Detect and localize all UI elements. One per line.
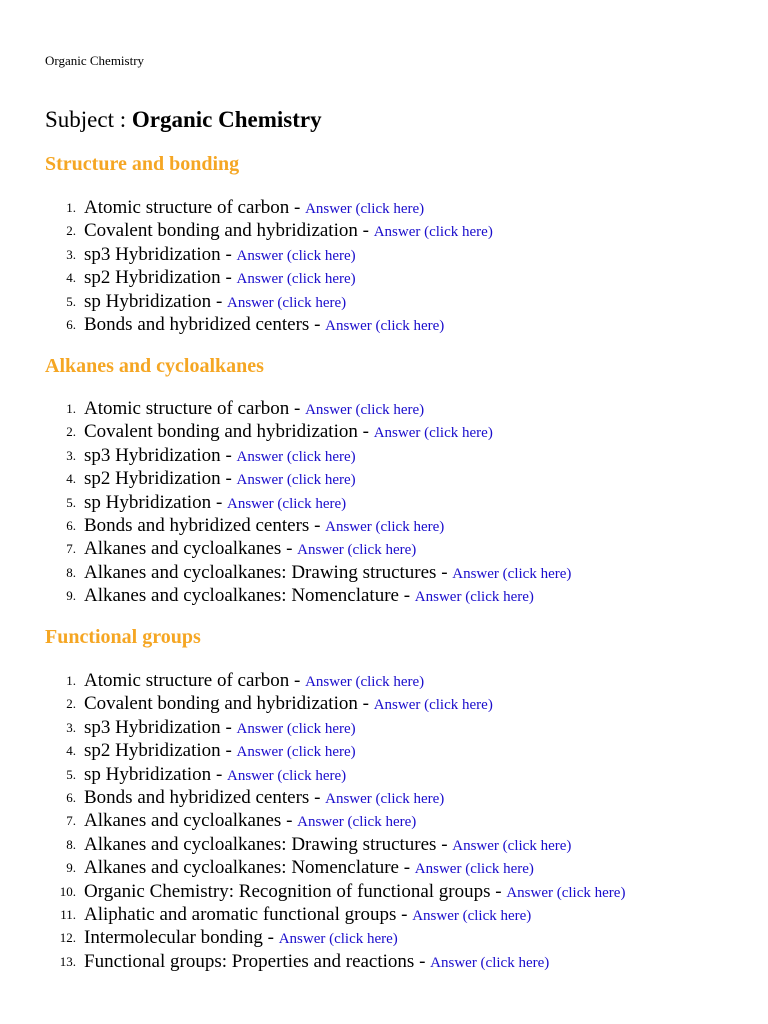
answer-link[interactable]: Answer (click here)	[236, 271, 356, 288]
topic-label: Organic Chemistry: Recognition of functional groups	[84, 880, 491, 902]
answer-link[interactable]: Answer (click here)	[236, 720, 356, 737]
item-number: 3.	[66, 246, 76, 262]
item-number: 9.	[66, 860, 76, 876]
answer-link[interactable]: Answer (click here)	[325, 790, 445, 807]
topic-label: Alkanes and cycloalkanes	[84, 810, 282, 832]
topic-text	[84, 584, 534, 609]
topic-text	[84, 809, 416, 834]
topic-text	[84, 833, 571, 858]
item-number: 1.	[66, 401, 76, 416]
topic-label: sp Hybridization	[84, 763, 212, 785]
answer-link[interactable]: Answer (click here)	[430, 954, 550, 971]
item-number: 8.	[66, 836, 76, 852]
topic-separator: -	[220, 740, 237, 762]
subject-label: Subject :	[45, 107, 132, 132]
answer-link[interactable]: Answer (click here)	[227, 767, 347, 784]
item-number: 2.	[66, 223, 76, 239]
topic-text	[84, 397, 424, 422]
topic-separator: -	[289, 670, 306, 691]
running-header: Organic Chemistry	[45, 53, 145, 68]
topic-label: Alkanes and cycloalkanes: Drawing structures	[84, 561, 437, 583]
item-number: 1.	[66, 673, 76, 688]
answer-link[interactable]: Answer (click here)	[452, 837, 572, 854]
item-number: 6.	[66, 316, 76, 332]
item-number: 4.	[66, 471, 76, 487]
topic-text	[84, 219, 493, 244]
topic-separator: -	[309, 313, 326, 335]
item-number: 8.	[66, 564, 76, 580]
topic-label: sp Hybridization	[84, 491, 212, 513]
answer-link[interactable]: Answer (click here)	[506, 884, 626, 901]
topic-separator: -	[357, 693, 374, 715]
topic-text	[84, 880, 625, 905]
item-number: 2.	[66, 424, 76, 440]
topic-label: Intermolecular bonding	[84, 927, 263, 949]
topic-separator: -	[220, 716, 237, 738]
topic-label: Alkanes and cycloalkanes: Nomenclature	[84, 857, 399, 879]
topic-text	[84, 313, 444, 338]
answer-link[interactable]: Answer (click here)	[236, 472, 356, 489]
answer-link[interactable]: Answer (click here)	[325, 317, 445, 334]
topic-separator: -	[414, 950, 431, 972]
answer-link[interactable]: Answer (click here)	[373, 224, 493, 241]
topic-label: Atomic structure of carbon	[84, 398, 290, 419]
topic-text	[84, 739, 356, 764]
topic-separator: -	[436, 561, 453, 583]
topic-text	[84, 716, 356, 741]
topic-label: sp Hybridization	[84, 290, 212, 312]
topic-label: Bonds and hybridized centers	[84, 313, 310, 335]
topic-separator: -	[220, 267, 237, 289]
topic-text	[84, 692, 493, 717]
topic-label: sp3 Hybridization	[84, 444, 221, 466]
item-number: 13.	[59, 953, 76, 969]
item-number: 11.	[60, 906, 76, 922]
topic-separator: -	[220, 468, 237, 490]
topic-separator: -	[220, 444, 237, 466]
topic-label: Alkanes and cycloalkanes: Drawing structures	[84, 833, 437, 855]
topic-text	[84, 669, 424, 694]
topic-label: Alkanes and cycloalkanes: Nomenclature	[84, 585, 399, 607]
topic-label: Aliphatic and aromatic functional groups	[84, 903, 397, 925]
topic-text	[84, 903, 531, 928]
item-number: 12.	[59, 930, 76, 946]
topic-text	[84, 196, 424, 221]
answer-link[interactable]: Answer (click here)	[414, 589, 534, 606]
topic-separator: -	[211, 491, 228, 513]
topic-separator: -	[309, 786, 326, 808]
answer-link[interactable]: Answer (click here)	[305, 674, 425, 690]
item-number: 5.	[66, 494, 76, 510]
topic-label: Bonds and hybridized centers	[84, 786, 310, 808]
answer-link[interactable]: Answer (click here)	[236, 744, 356, 761]
topic-text	[84, 290, 346, 315]
topic-label: Atomic structure of carbon	[84, 670, 290, 691]
section-heading-functional-groups: Functional groups	[45, 626, 201, 648]
topic-text	[84, 856, 534, 881]
item-number: 4.	[66, 270, 76, 286]
item-number: 6.	[66, 517, 76, 533]
topic-text	[84, 243, 356, 268]
topic-separator: -	[357, 421, 374, 443]
item-number: 7.	[66, 541, 76, 557]
item-number: 4.	[66, 743, 76, 759]
topic-text	[84, 950, 549, 975]
topic-separator: -	[396, 903, 413, 925]
topic-separator: -	[211, 763, 228, 785]
item-number: 2.	[66, 696, 76, 712]
answer-link[interactable]: Answer (click here)	[297, 814, 417, 831]
answer-link[interactable]: Answer (click here)	[414, 861, 534, 878]
topic-label: Atomic structure of carbon	[84, 197, 290, 218]
item-number: 3.	[66, 719, 76, 735]
topic-text	[84, 467, 356, 492]
topic-separator: -	[220, 243, 237, 265]
topic-text	[84, 420, 493, 445]
topic-label: Covalent bonding and hybridization	[84, 220, 358, 242]
answer-link[interactable]: Answer (click here)	[373, 697, 493, 714]
topic-label: sp2 Hybridization	[84, 740, 221, 762]
topic-separator: -	[436, 833, 453, 855]
section-heading-structure-and-bonding: Structure and bonding	[45, 153, 240, 175]
topic-label: Functional groups: Properties and reactions	[84, 950, 415, 972]
topic-separator: -	[490, 880, 507, 902]
topic-text	[84, 763, 346, 788]
topic-label: sp3 Hybridization	[84, 243, 221, 265]
topic-label: Covalent bonding and hybridization	[84, 421, 358, 443]
topic-separator: -	[281, 538, 298, 560]
item-number: 6.	[66, 789, 76, 805]
answer-link[interactable]: Answer (click here)	[278, 931, 398, 948]
topic-separator: -	[262, 927, 279, 949]
topic-label: sp3 Hybridization	[84, 716, 221, 738]
topic-separator: -	[398, 857, 415, 879]
topic-separator: -	[309, 514, 326, 536]
topic-separator: -	[281, 810, 298, 832]
answer-link[interactable]: Answer (click here)	[227, 495, 347, 512]
topic-text	[84, 514, 444, 539]
topic-separator: -	[289, 398, 306, 419]
item-number: 9.	[66, 588, 76, 604]
section-heading-alkanes-and-cycloalkanes: Alkanes and cycloalkanes	[45, 355, 264, 377]
topic-separator: -	[357, 220, 374, 242]
topic-text	[84, 561, 571, 586]
answer-link[interactable]: Answer (click here)	[236, 247, 356, 264]
item-number: 1.	[66, 200, 76, 215]
topic-label: Bonds and hybridized centers	[84, 514, 310, 536]
answer-link[interactable]: Answer (click here)	[297, 542, 417, 559]
topic-text	[84, 926, 398, 951]
answer-link[interactable]: Answer (click here)	[452, 565, 572, 582]
item-number: 5.	[66, 766, 76, 782]
topic-text	[84, 491, 346, 516]
topic-separator: -	[398, 585, 415, 607]
answer-link[interactable]: Answer (click here)	[305, 402, 425, 418]
subject-name: Organic Chemistry	[131, 107, 322, 132]
item-number: 7.	[66, 813, 76, 829]
item-number: 3.	[66, 447, 76, 463]
answer-link[interactable]: Answer (click here)	[412, 907, 532, 924]
topic-label: sp2 Hybridization	[84, 267, 221, 289]
answer-link[interactable]: Answer (click here)	[325, 518, 445, 535]
topic-text	[84, 266, 356, 291]
item-number: 10.	[59, 883, 76, 899]
answer-link[interactable]: Answer (click here)	[227, 294, 347, 311]
topic-text	[84, 537, 416, 562]
topic-text	[84, 786, 444, 811]
page-title	[45, 105, 322, 135]
topic-label: Covalent bonding and hybridization	[84, 693, 358, 715]
topic-label: sp2 Hybridization	[84, 468, 221, 490]
topic-text	[84, 444, 356, 469]
answer-link[interactable]: Answer (click here)	[373, 425, 493, 442]
topic-separator: -	[211, 290, 228, 312]
topic-separator: -	[289, 197, 306, 218]
answer-link[interactable]: Answer (click here)	[236, 448, 356, 465]
item-number: 5.	[66, 293, 76, 309]
topic-label: Alkanes and cycloalkanes	[84, 538, 282, 560]
answer-link[interactable]: Answer (click here)	[305, 201, 425, 217]
